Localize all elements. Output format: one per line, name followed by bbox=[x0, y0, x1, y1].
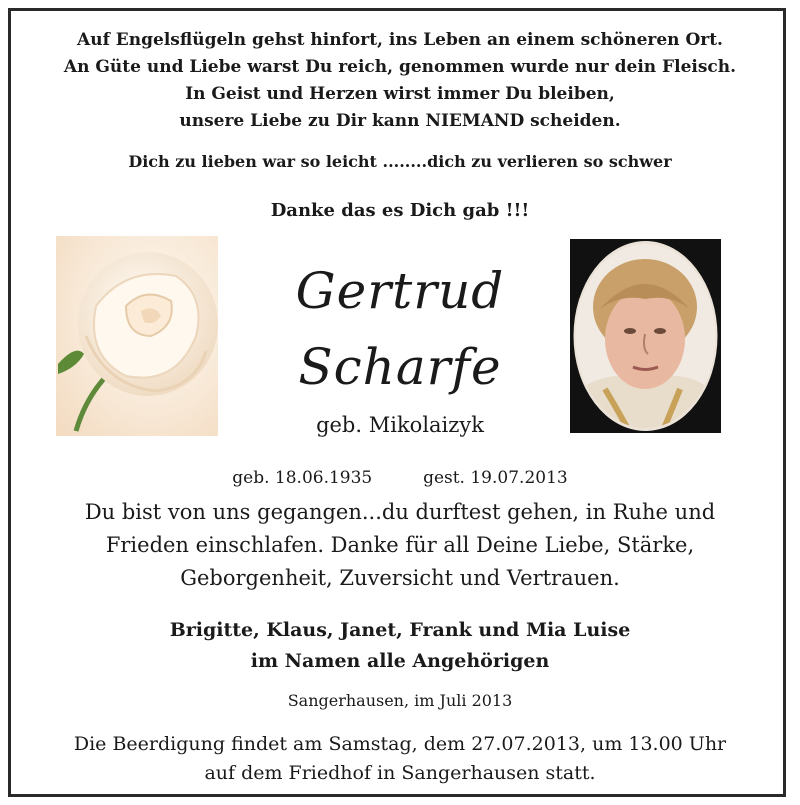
family-line-2: im Namen alle Angehörigen bbox=[250, 650, 550, 672]
portrait-photo bbox=[570, 239, 721, 433]
poem-line-3: In Geist und Herzen wirst immer Du bleiben, bbox=[185, 84, 615, 104]
birth-name: geb. Mikolaizyk bbox=[316, 413, 484, 437]
farewell-line-1: Du bist von uns gegangen...du durftest gehen, in Ruhe und bbox=[84, 500, 716, 524]
poem-line-1: Auf Engelsflügeln gehst hinfort, ins Leben an einem schöneren Ort. bbox=[77, 30, 723, 50]
death-date: gest. 19.07.2013 bbox=[423, 468, 568, 488]
thanks-line: Danke das es Dich gab !!! bbox=[270, 200, 530, 221]
farewell-line-2: Frieden einschlafen. Danke für all Deine Liebe, Stärke, bbox=[105, 533, 695, 557]
farewell-line-3: Geborgenheit, Zuversicht und Vertrauen. bbox=[180, 566, 620, 590]
poem-line-4: unsere Liebe zu Dir kann NIEMAND scheiden. bbox=[179, 111, 621, 131]
birth-date: geb. 18.06.1935 bbox=[232, 468, 373, 488]
life-dates bbox=[0, 468, 800, 488]
funeral-line-1: Die Beerdigung findet am Samstag, dem 27.07.2013, um 13.00 Uhr bbox=[73, 733, 727, 755]
place-date: Sangerhausen, im Juli 2013 bbox=[287, 691, 513, 710]
funeral-line-2: auf dem Friedhof in Sangerhausen statt. bbox=[204, 762, 596, 784]
quote-line: Dich zu lieben war so leicht ........dich zu verlieren so schwer bbox=[128, 152, 672, 171]
first-name: Gertrud bbox=[295, 262, 505, 320]
family-line-1: Brigitte, Klaus, Janet, Frank und Mia Luise bbox=[169, 619, 631, 641]
poem-line-2: An Güte und Liebe warst Du reich, genommen wurde nur dein Fleisch. bbox=[63, 57, 737, 77]
last-name: Scharfe bbox=[298, 338, 502, 396]
